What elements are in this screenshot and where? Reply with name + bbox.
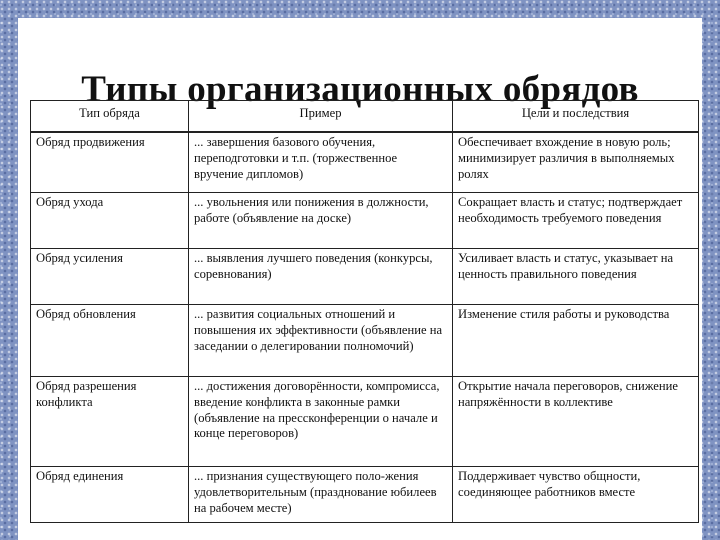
- rite-type-cell: Обряд разрешения конфликта: [31, 377, 189, 467]
- rite-type-cell: Обряд единения: [31, 467, 189, 523]
- goals-cell: Усиливает власть и статус, указывает на ценность правильного поведения: [453, 249, 699, 305]
- example-cell: ... достижения договорённости, компромисса, введение конфликта в законные рамки (объявление на прессконференции о начале и конце переговоров): [189, 377, 453, 467]
- rite-type-cell: Обряд усиления: [31, 249, 189, 305]
- goals-cell: Обеспечивает вхождение в новую роль; минимизирует различия в выполняемых ролях: [453, 132, 699, 193]
- example-cell: ... развития социальных отношений и повышения их эффективности (объявление на заседании о делегировании полномочий): [189, 305, 453, 377]
- example-cell: ... признания существующего поло-жения удовлетворительным (празднование юбилеев на рабочем месте): [189, 467, 453, 523]
- rite-type-cell: Обряд обновления: [31, 305, 189, 377]
- example-cell: ... увольнения или понижения в должности, работе (объявление на доске): [189, 193, 453, 249]
- table-row: [31, 377, 699, 467]
- header-example: Пример: [189, 101, 453, 133]
- header-rite-type: Тип обряда: [31, 101, 189, 133]
- goals-cell: Поддерживает чувство общности, соединяющее работников вместе: [453, 467, 699, 523]
- goals-cell: Открытие начала переговоров, снижение напряжённости в коллективе: [453, 377, 699, 467]
- slide: [18, 18, 702, 540]
- rites-table: [30, 100, 699, 523]
- slide-title: Типы организационных обрядов: [81, 69, 639, 110]
- table-row: [31, 305, 699, 377]
- table-row: [31, 249, 699, 305]
- example-cell: ... выявления лучшего поведения (конкурсы, соревнования): [189, 249, 453, 305]
- goals-cell: Сокращает власть и статус; подтверждает необходимость требуемого поведения: [453, 193, 699, 249]
- goals-cell: Изменение стиля работы и руководства: [453, 305, 699, 377]
- example-cell: ... завершения базового обучения, переподготовки и т.п. (торжественное вручение дипломов): [189, 132, 453, 193]
- table-header-row: [31, 101, 699, 133]
- table-row: [31, 132, 699, 193]
- header-goals: Цели и последствия: [453, 101, 699, 133]
- table-row: [31, 467, 699, 523]
- rite-type-cell: Обряд продвижения: [31, 132, 189, 193]
- rite-type-cell: Обряд ухода: [31, 193, 189, 249]
- table-row: [31, 193, 699, 249]
